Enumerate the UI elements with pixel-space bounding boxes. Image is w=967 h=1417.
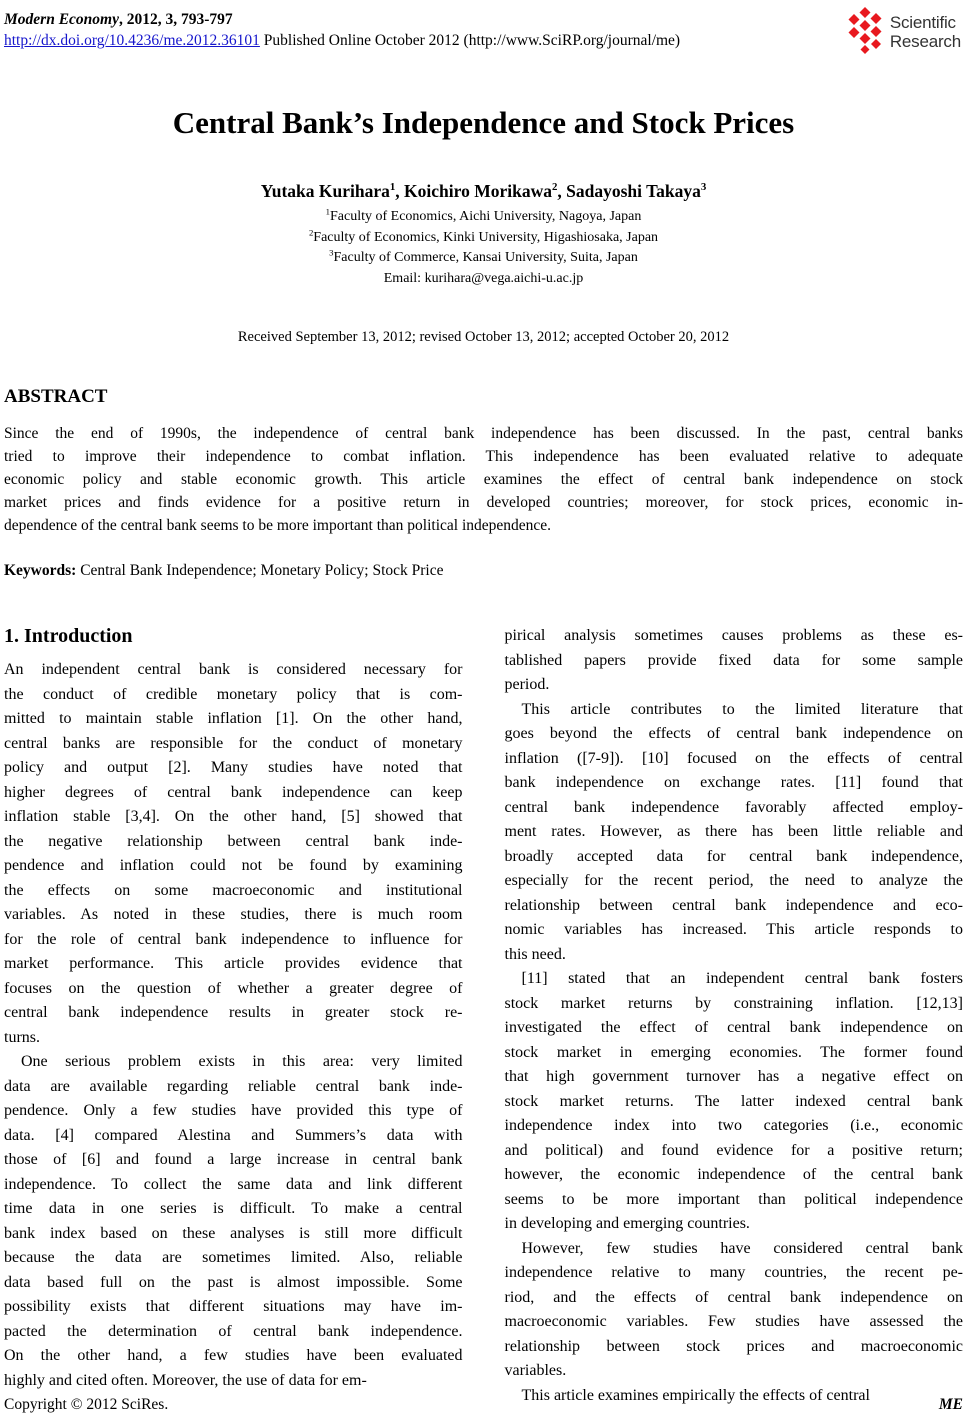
text-line: data. [4] compared Alestina and Summers’s data with xyxy=(4,1126,463,1144)
paragraph xyxy=(505,698,964,968)
paragraph xyxy=(4,658,463,1050)
text-line: variables. As noted in these studies, there is much room xyxy=(4,906,463,923)
text-line: stock market returns by constraining inflation. [12,13] xyxy=(504,994,963,1012)
paragraph xyxy=(4,1050,463,1393)
text-line: independence relative to many countries, the recent pe- xyxy=(504,1264,963,1281)
author-name: , Sadayoshi Takaya xyxy=(557,181,701,201)
two-column-body xyxy=(4,624,963,1408)
text-line: nomic variables has increased. This article responds to xyxy=(504,921,963,938)
text-line: This article examines empirically the effects of central xyxy=(521,1386,870,1404)
text-line: broadly accepted data for central bank independence, xyxy=(504,847,963,865)
author-affiliation-marker: 3 xyxy=(700,181,707,194)
text-line: bank independence on exchange rates. [11] found that xyxy=(504,774,963,791)
text-line: One serious problem exists in this area: very limited xyxy=(21,1053,463,1070)
page-footer xyxy=(4,1396,963,1414)
text-line: that high government turnover has a negative effect on xyxy=(504,1068,963,1085)
abstract-heading: ABSTRACT xyxy=(4,386,108,407)
author-name: , Koichiro Morikawa xyxy=(395,181,552,201)
text-line: this need. xyxy=(504,945,566,963)
scientific-research-logo-icon xyxy=(845,6,885,59)
author-line xyxy=(4,181,963,202)
text-line: higher degrees of central bank independence can keep xyxy=(4,783,463,801)
text-line: pacted the determination of central bank independence. xyxy=(4,1322,463,1340)
text-line: time data in one series is difficult. To make a central xyxy=(4,1200,463,1217)
text-line: variables. xyxy=(504,1362,567,1379)
text-line: goes beyond the effects of central bank independence on xyxy=(504,725,963,742)
affiliation-line: $^3$Faculty of Commerce, Kansai University, Suita, Japan xyxy=(329,247,638,265)
text-line: period. xyxy=(504,676,550,693)
text-line: economic policy and stable economic growth. This article examines the effect of central bank independence on stock xyxy=(4,471,963,488)
text-line: mitted to maintain stable inflation [1]. On the other hand, xyxy=(4,710,463,727)
abstract-text xyxy=(4,422,963,537)
paper-title: Central Bank’s Independence and Stock Prices xyxy=(172,105,795,140)
journal-info xyxy=(4,6,680,51)
text-line: inflation ([7-9]). [10] focused on the effects of central xyxy=(504,749,963,767)
keywords-line xyxy=(4,562,963,580)
text-line: in developing and emerging countries. xyxy=(504,1215,750,1232)
text-line: market prices and finds evidence for a positive return in developed countries; moreover, for stock prices, economic in- xyxy=(4,494,963,511)
text-line: ment rates. However, as there has been little reliable and xyxy=(504,823,963,840)
publisher-name xyxy=(890,14,961,51)
text-line: market performance. This article provides evidence that xyxy=(4,955,463,972)
text-line: stock market returns. The latter indexed central bank xyxy=(504,1092,963,1110)
publisher-name-line1: Scientific xyxy=(889,13,956,32)
text-line: the effects on some macroeconomic and institutional xyxy=(4,881,463,899)
text-line: tried to improve their independence to combat inflation. This independence has been evaluated relative to adequate xyxy=(4,448,963,465)
text-line: however, the economic independence of the central bank xyxy=(504,1166,963,1183)
affiliation-line: Email: kurihara@vega.aichi-u.ac.jp xyxy=(383,270,584,286)
text-line: the negative relationship between central bank inde- xyxy=(4,832,463,850)
journal-abbreviation: ME xyxy=(938,1396,963,1413)
text-line: and political) and found evidence for a positive return; xyxy=(504,1141,963,1159)
paragraph xyxy=(505,624,964,698)
author-affiliation-marker: 1 xyxy=(389,181,396,194)
left-column xyxy=(4,624,463,1408)
text-line: stock market in emerging economies. The former found xyxy=(504,1043,963,1061)
text-line: Since the end of 1990s, the independence of central bank independence has been discussed. In the past, central banks xyxy=(4,425,963,442)
text-line: data are available regarding reliable central bank inde- xyxy=(4,1077,463,1095)
text-line: bank index based on these analyses is still more difficult xyxy=(4,1224,463,1242)
paragraph xyxy=(505,1237,964,1384)
right-column-paragraphs xyxy=(505,624,964,1408)
text-line: policy and output [2]. Many studies have noted that xyxy=(4,759,463,776)
doi-link[interactable]: http://dx.doi.org/10.4236/me.2012.36101 xyxy=(4,32,260,49)
text-line: [11] stated that an independent central bank fosters xyxy=(521,970,963,987)
journal-citation-line xyxy=(4,9,680,30)
author-name: Yutaka Kurihara xyxy=(260,181,390,201)
affiliations-block xyxy=(4,207,963,289)
text-line: data based full on the past is almost impossible. Some xyxy=(4,1273,463,1291)
text-line: relationship between central bank independence and eco- xyxy=(504,896,963,914)
affiliation-line: $^2$Faculty of Economics, Kinki University, Higashiosaka, Japan xyxy=(308,226,659,245)
keywords-text: Central Bank Independence; Monetary Policy; Stock Price xyxy=(76,562,444,579)
journal-citation: , 2012, 3, 793-797 xyxy=(118,11,233,28)
published-online-text: Published Online October 2012 (http://www.SciRP.org/journal/me) xyxy=(259,32,681,49)
text-line: the conduct of credible monetary policy that is com- xyxy=(4,685,463,703)
text-line: dependence of the central bank seems to be more important than political independence. xyxy=(4,517,552,534)
text-line: central bank independence favorably affected employ- xyxy=(504,798,963,816)
text-line: inflation stable [3,4]. On the other hand, [5] showed that xyxy=(4,808,463,825)
text-line: because the data are sometimes limited. Also, reliable xyxy=(4,1249,463,1266)
text-line: However, few studies have considered central bank xyxy=(521,1239,963,1257)
journal-name: Modern Economy xyxy=(4,11,119,28)
text-line: On the other hand, a few studies have been evaluated xyxy=(4,1347,463,1364)
doi-line xyxy=(4,30,680,51)
publisher-logo xyxy=(845,6,963,59)
paragraph xyxy=(505,967,964,1237)
text-line: possibility exists that different situations may have im- xyxy=(4,1298,463,1315)
text-line: relationship between stock prices and macroeconomic xyxy=(504,1337,963,1355)
copyright-text: Copyright © 2012 SciRes. xyxy=(4,1396,169,1413)
author-affiliation-marker: 2 xyxy=(551,181,558,194)
text-line: macroeconomic variables. Few studies have assessed the xyxy=(504,1313,963,1330)
publisher-name-line2: Research xyxy=(889,31,961,51)
text-line: investigated the effect of central bank independence on xyxy=(504,1019,963,1036)
text-line: highly and cited often. Moreover, the use of data for em- xyxy=(4,1371,367,1389)
text-line: independence index into two categories (i.e., economic xyxy=(504,1117,963,1134)
text-line: those of [6] and found a large increase in central bank xyxy=(4,1151,463,1168)
text-line: especially for the recent period, the need to analyze the xyxy=(504,872,963,889)
section-heading-introduction: 1. Introduction xyxy=(4,625,133,647)
right-column xyxy=(505,624,964,1408)
keywords-label: Keywords: xyxy=(4,562,77,579)
text-line: This article contributes to the limited literature that xyxy=(521,700,963,718)
text-line: focuses on the question of whether a greater degree of xyxy=(4,979,463,997)
text-line: pendence. Only a few studies have provided this type of xyxy=(4,1102,463,1119)
text-line: for the role of central bank independence to influence for xyxy=(4,930,463,948)
text-line: pendence and inflation could not be found by examining xyxy=(4,857,463,874)
text-line: tablished papers provide fixed data for some sample xyxy=(504,651,963,669)
left-column-paragraphs xyxy=(4,658,463,1393)
page-header xyxy=(4,6,963,59)
text-line: turns. xyxy=(4,1028,40,1046)
affiliation-line: $^1$Faculty of Economics, Aichi University, Nagoya, Japan xyxy=(325,206,642,224)
received-dates-line: Received September 13, 2012; revised October 13, 2012; accepted October 20, 2012 xyxy=(237,329,730,345)
text-line: seems to be more important than political independence xyxy=(504,1190,963,1208)
text-line: An independent central bank is considered necessary for xyxy=(4,661,463,678)
text-line: central banks are responsible for the conduct of monetary xyxy=(4,734,463,752)
text-line: central bank independence results in greater stock re- xyxy=(4,1004,463,1021)
text-line: independence. To collect the same data and link different xyxy=(4,1175,463,1193)
text-line: riod, and the effects of central bank independence on xyxy=(504,1288,963,1306)
text-line: pirical analysis sometimes causes problems as these es- xyxy=(504,627,963,644)
